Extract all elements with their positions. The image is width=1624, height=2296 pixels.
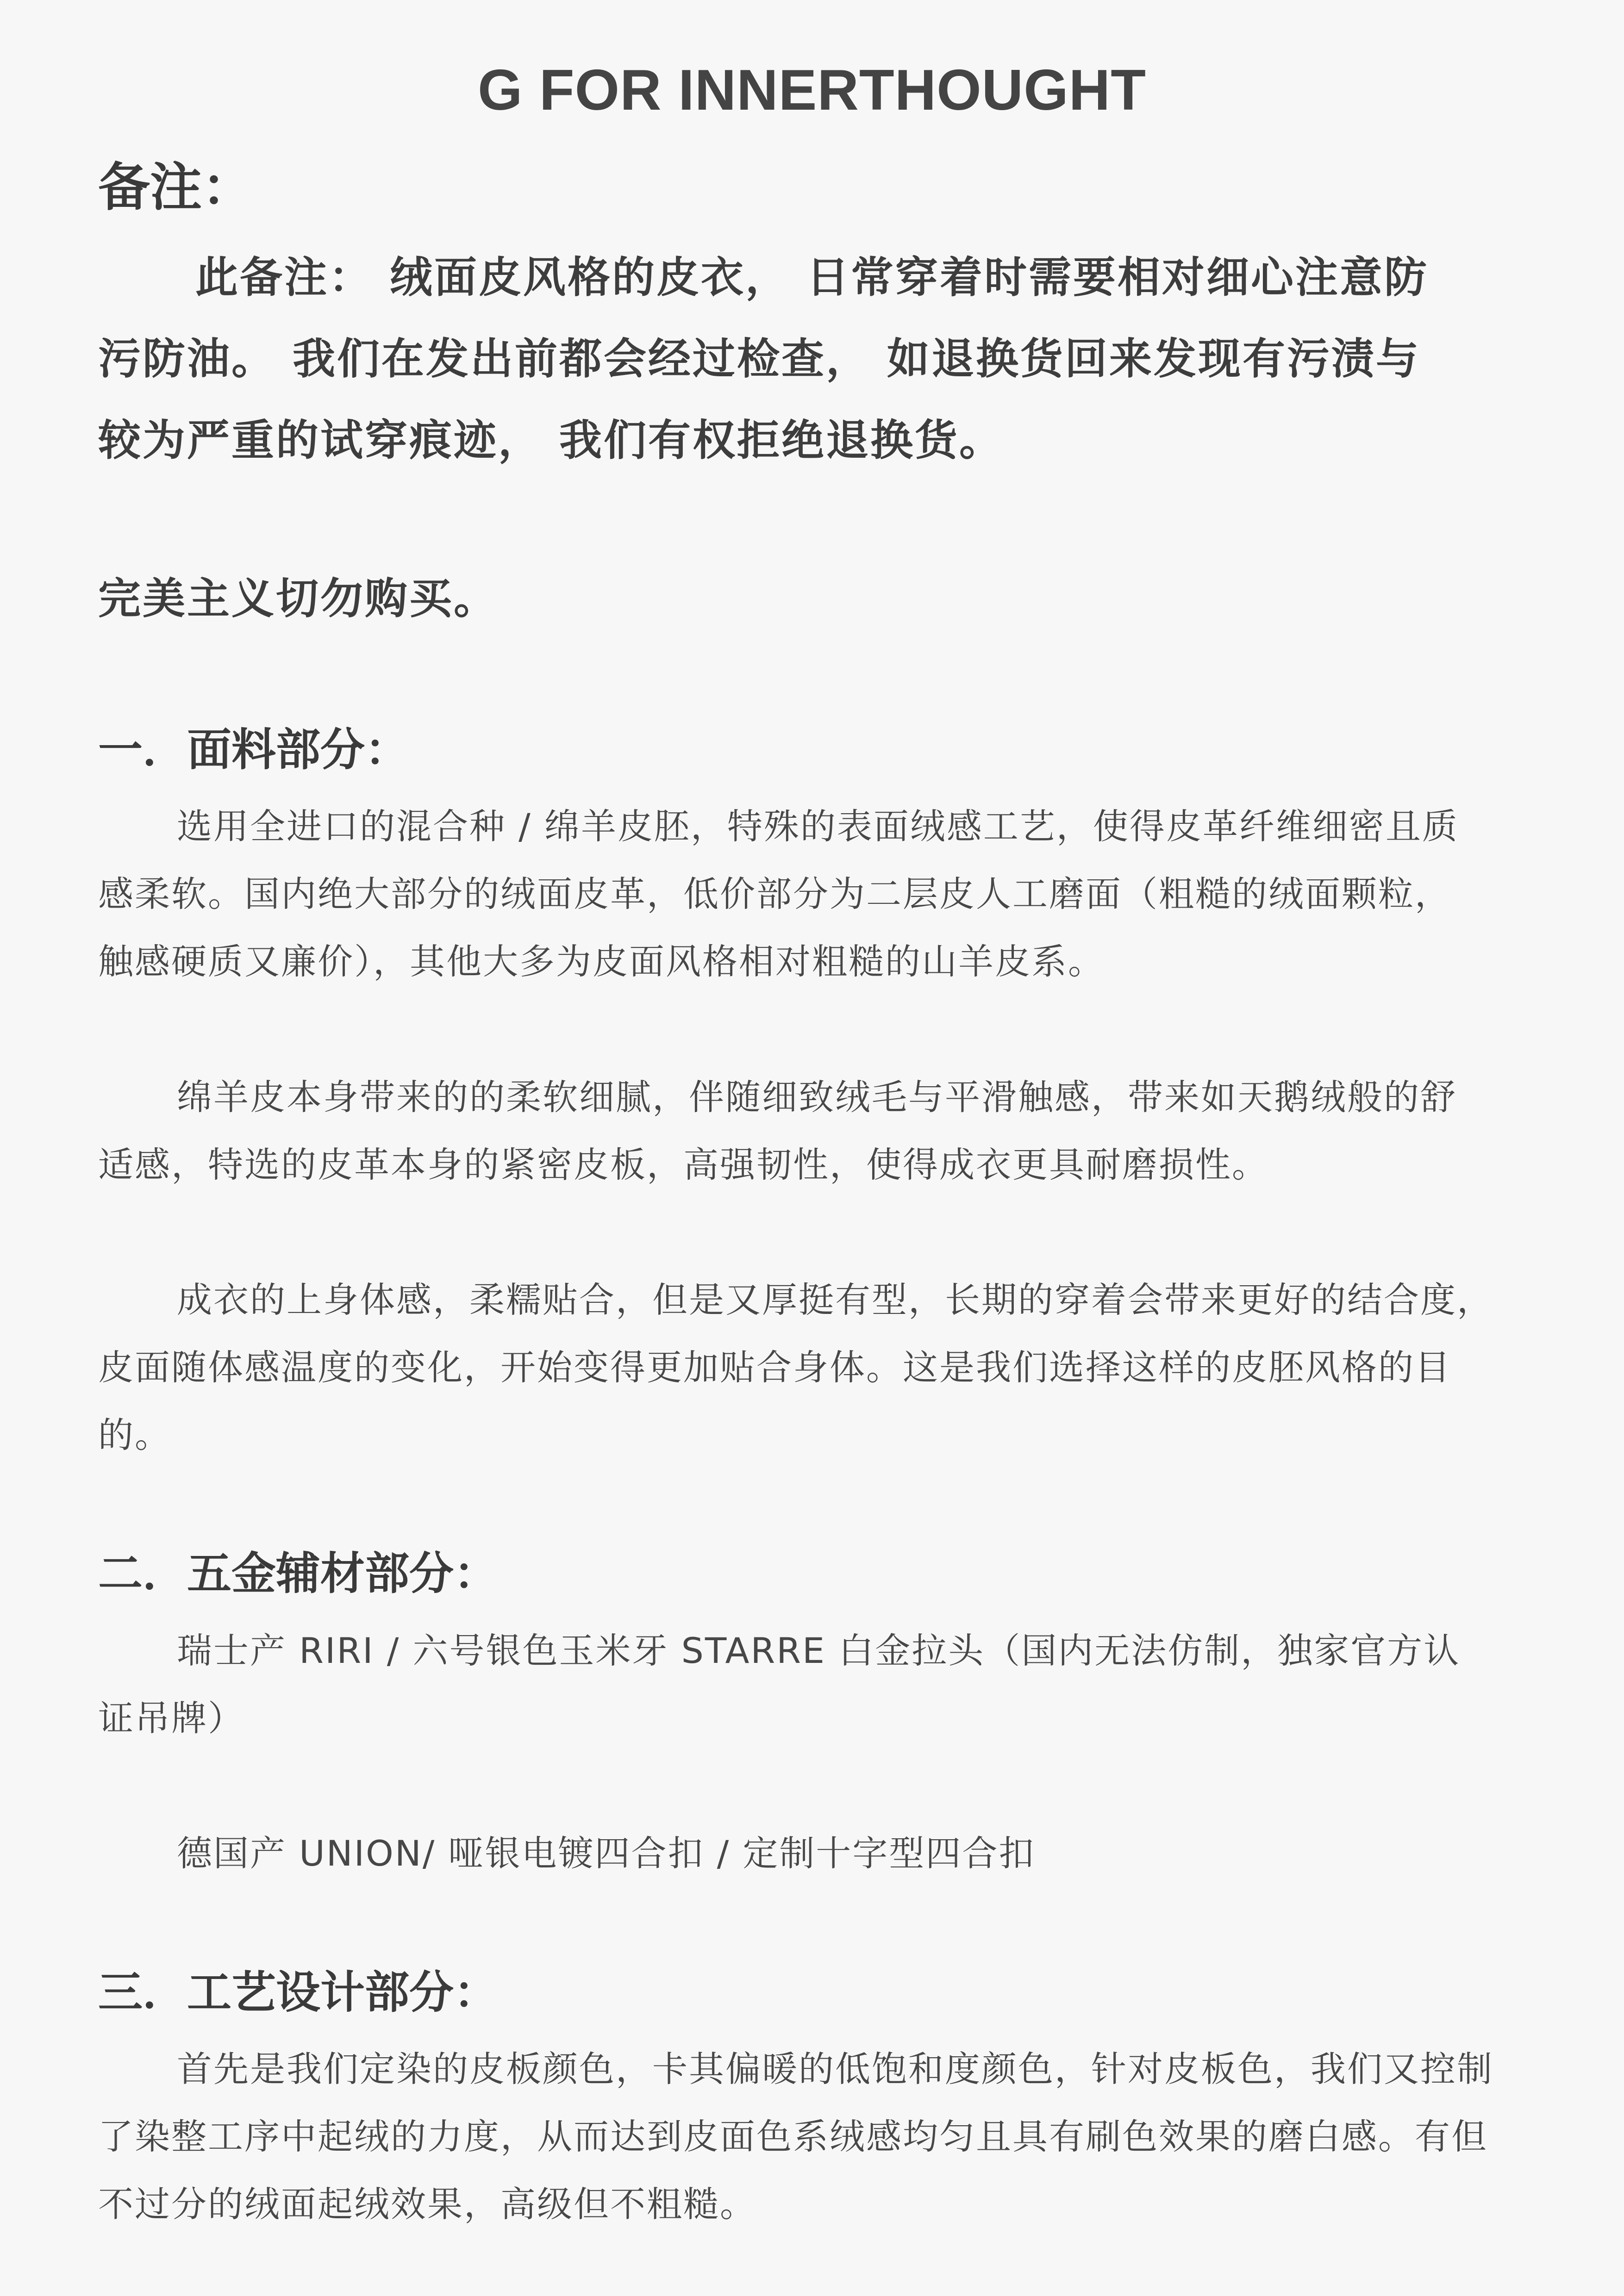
note-line: 污防油。 我们在发出前都会经过检查， 如退换货回来发现有污渍与 bbox=[98, 334, 1421, 384]
section-heading-craft: 三．工艺设计部分： bbox=[98, 1966, 498, 2018]
perfectionist-warning: 完美主义切勿购买。 bbox=[98, 574, 499, 623]
note-line: 此备注： 绒面皮风格的皮衣， 日常穿着时需要相对细心注意防 bbox=[195, 253, 1429, 302]
craft-paragraph: 首先是我们定染的皮板颜色，卡其偏暖的低饱和度颜色，针对皮板色，我们又控制 了染整工序中起绒的力度，从而达到皮面色系绒感均匀且具有刷色效果的磨白感。有但 不过分的绒面起绒效果，高级但不粗糙。 bbox=[98, 2048, 1493, 2225]
note-heading: 备注： bbox=[98, 157, 254, 218]
fabric-paragraph: 绵羊皮本身带来的的柔软细腻，伴随细致绒毛与平滑触感，带来如天鹅绒般的舒 适感，特选的皮革本身的紧密皮板，高强韧性，使得成衣更具耐磨损性。 bbox=[98, 1076, 1457, 1185]
brand-title: G FOR INNERTHOUGHT bbox=[478, 58, 1146, 122]
note-line: 较为严重的试穿痕迹， 我们有权拒绝退换货。 bbox=[98, 416, 1004, 465]
section-heading-fabric: 一．面料部分： bbox=[98, 724, 409, 776]
hardware-paragraph: 瑞士产 RIRI / 六号银色玉米牙 STARRE 白金拉头（国内无法仿制，独家官方认 证吊牌） bbox=[98, 1630, 1461, 1739]
fabric-paragraph: 选用全进口的混合种 / 绵羊皮胚，特殊的表面绒感工艺，使得皮革纤维细密且质 感柔软。国内绝大部分的绒面皮革，低价部分为二层皮人工磨面（粗糙的绒面颗粒， 触感硬质又廉价），其他大多为皮面风格相对粗糙的山羊皮系。 bbox=[98, 806, 1459, 982]
section-heading-hardware: 二．五金辅材部分： bbox=[98, 1548, 498, 1599]
fabric-paragraph: 成衣的上身体感，柔糯贴合，但是又厚挺有型，长期的穿着会带来更好的结合度， 皮面随体感温度的变化，开始变得更加贴合身体。这是我们选择这样的皮胚风格的目 的。 bbox=[98, 1279, 1493, 1456]
hardware-paragraph: 德国产 UNION/ 哑银电镀四合扣 / 定制十字型四合扣 bbox=[177, 1833, 1036, 1874]
note-paragraph bbox=[98, 237, 1529, 481]
